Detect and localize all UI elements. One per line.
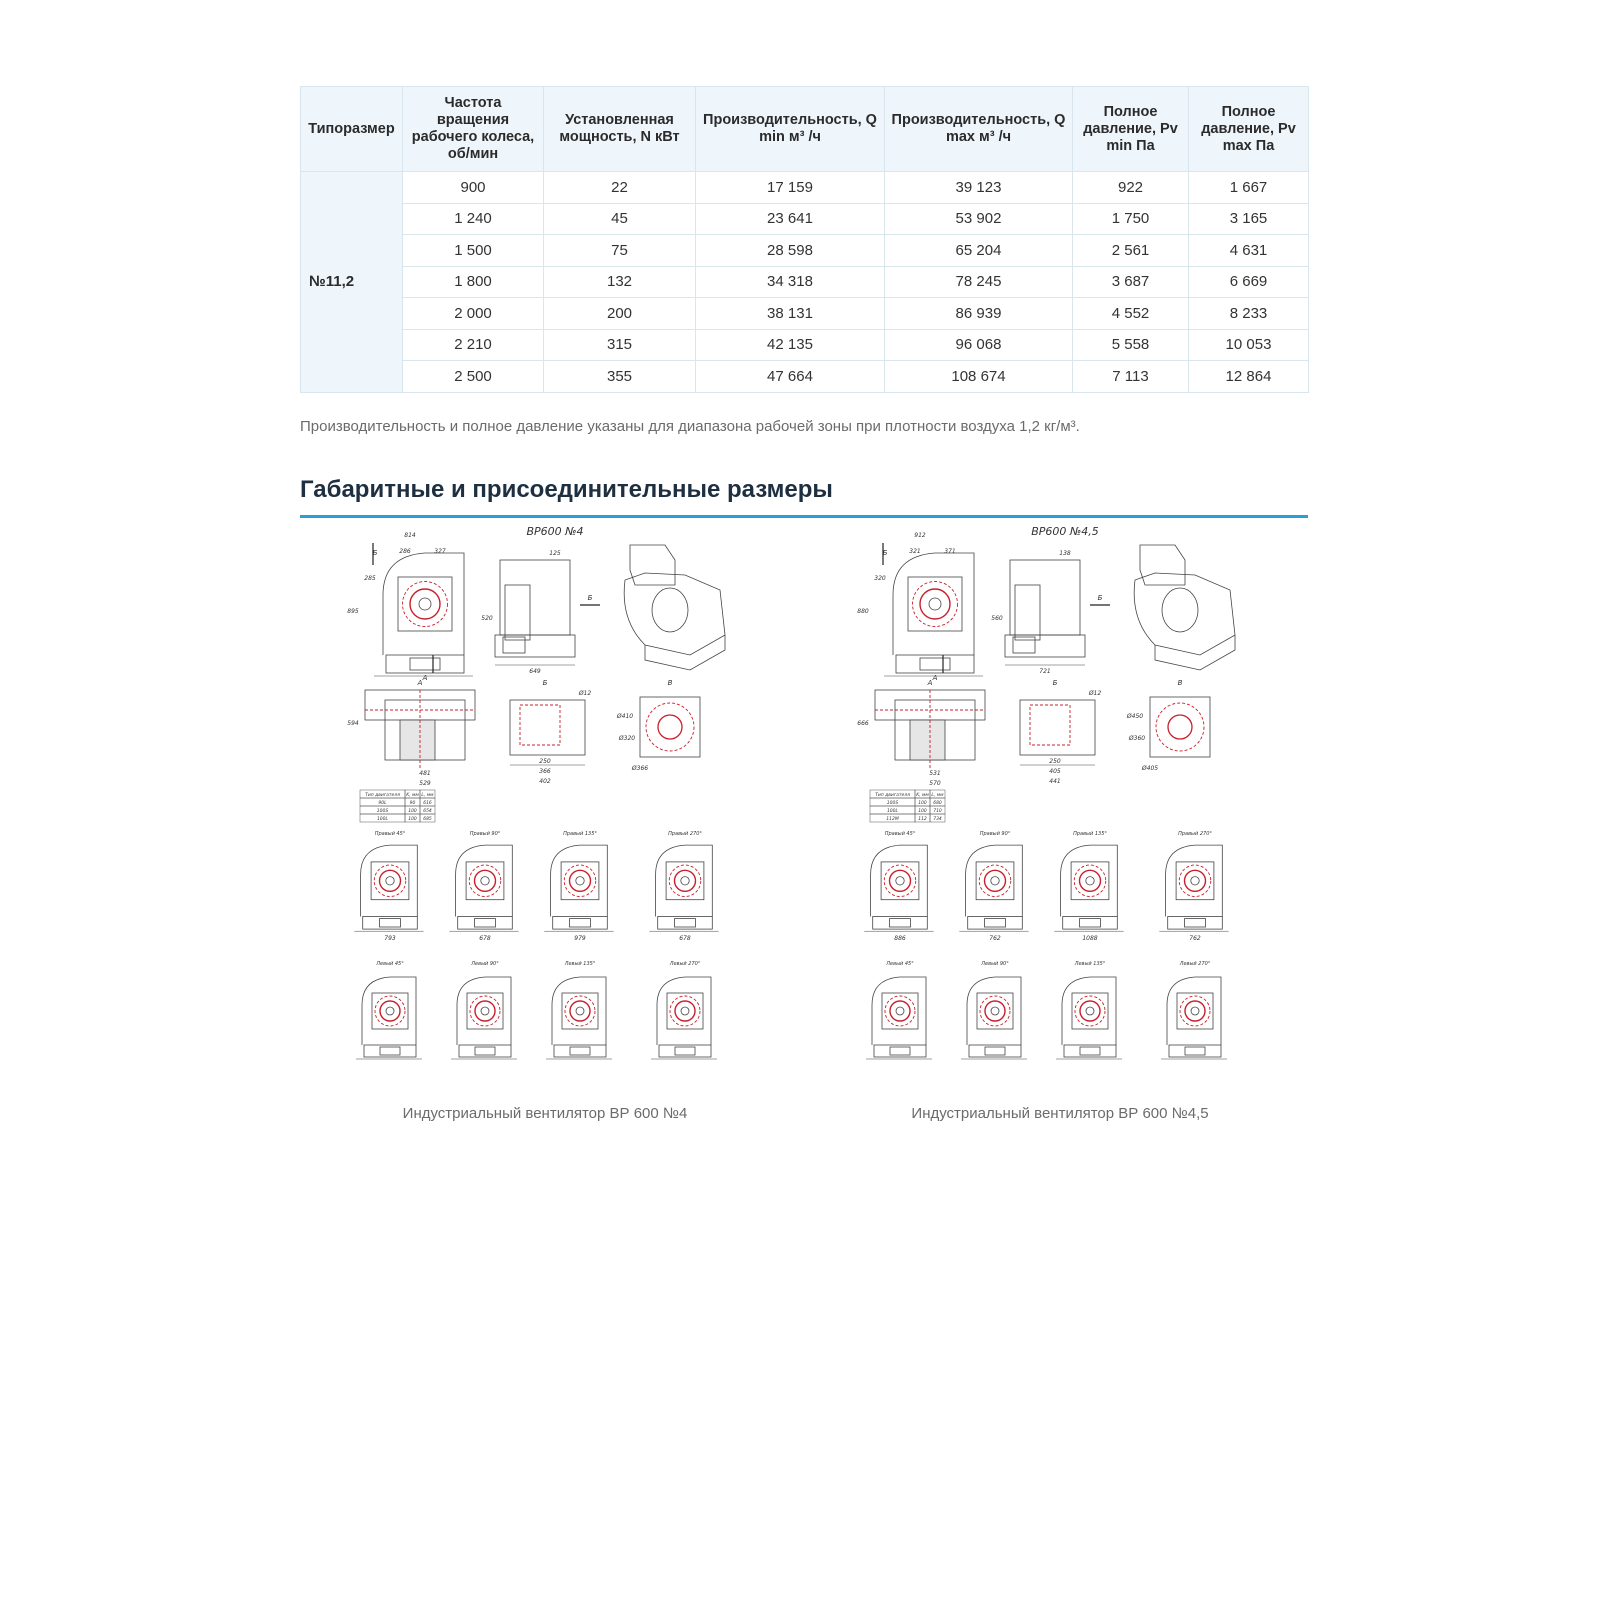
table-cell: 45 <box>544 203 696 235</box>
iso-inlet <box>652 588 688 632</box>
motor-table-text: 100L <box>886 809 899 814</box>
table-cell: 4 631 <box>1189 235 1309 267</box>
shaft-circle <box>1191 877 1199 885</box>
impeller-circle <box>403 582 448 627</box>
table-cell: 108 674 <box>885 361 1073 393</box>
table-cell: 96 068 <box>885 329 1073 361</box>
specs-table <box>300 86 1309 393</box>
dimension-label: 250 <box>539 758 551 765</box>
view-label: Б <box>882 549 888 557</box>
dimension-label: 560 <box>991 615 1003 622</box>
motor-table <box>870 790 945 822</box>
impeller-hub <box>1080 1001 1100 1021</box>
motor-table-text: 685 <box>423 817 432 822</box>
motor-table-text: 100S <box>886 801 899 806</box>
motor-table-text: 100 <box>918 801 927 806</box>
table-cell: 1 800 <box>403 266 544 298</box>
flange-outline <box>882 993 918 1029</box>
drawing-vr600-4-5 <box>855 525 1295 1095</box>
view-label: В <box>1177 679 1183 687</box>
motor-side <box>505 585 530 640</box>
plan-v-flange <box>640 697 700 757</box>
shaft-circle <box>929 598 941 610</box>
table-cell: 2 500 <box>403 361 544 393</box>
flange-outline <box>371 862 409 900</box>
table-cell: 315 <box>544 329 696 361</box>
dimension-label: 286 <box>399 548 411 555</box>
table-cell: 42 135 <box>696 329 885 361</box>
table-cell: 355 <box>544 361 696 393</box>
flange-outline <box>398 577 452 631</box>
table-row <box>301 329 1309 361</box>
shaft-circle <box>1086 1007 1094 1015</box>
motor-table-text: 90 <box>409 801 416 806</box>
impeller-hub <box>570 1001 590 1021</box>
table-cell: 23 641 <box>696 203 885 235</box>
table-cell: 1 240 <box>403 203 544 235</box>
motor-window <box>380 1047 400 1055</box>
view-label: Б <box>1097 594 1103 602</box>
dimension-label: 721 <box>1039 668 1051 675</box>
motor-table-text: K, мм <box>406 793 419 798</box>
variant-label: Правый 90° <box>979 831 1011 837</box>
dimension-label: 125 <box>549 550 561 557</box>
motor-table-text: K, мм <box>916 793 929 798</box>
flange-outline <box>1072 993 1108 1029</box>
view-label: А <box>417 679 423 687</box>
iso-outlet <box>1140 545 1185 585</box>
motor-table-text: 112 <box>918 817 927 822</box>
plan-b-flange <box>1030 705 1070 745</box>
flange-outline <box>667 993 703 1029</box>
view-label: Б <box>1052 679 1058 687</box>
dimension-label: 793 <box>384 935 396 942</box>
base-side <box>1005 635 1085 657</box>
shaft-circle <box>576 877 584 885</box>
impeller-hub <box>475 1001 495 1021</box>
technical-drawing-vr600-4-5 <box>855 525 1295 1095</box>
table-cell: 900 <box>403 172 544 204</box>
impeller-hub <box>890 870 911 891</box>
base-window <box>503 637 525 653</box>
view-label: В <box>667 679 673 687</box>
shaft-circle <box>896 1007 904 1015</box>
dimension-label: 762 <box>989 935 1001 942</box>
variant-label: Левый 135° <box>564 961 596 967</box>
shaft-circle <box>576 1007 584 1015</box>
plan-views <box>857 679 1210 787</box>
table-row <box>301 172 1309 204</box>
dimension-label: 666 <box>857 720 869 727</box>
variant-label: Левый 90° <box>981 961 1009 967</box>
base-side <box>495 635 575 657</box>
variant-label: Левый 135° <box>1074 961 1106 967</box>
table-cell: 10 053 <box>1189 329 1309 361</box>
view-label: Б <box>542 679 548 687</box>
impeller-hub <box>410 589 440 619</box>
plan-v-circle <box>1156 703 1204 751</box>
variant-label: Правый 90° <box>469 831 501 837</box>
motor-table-text: 710 <box>933 809 942 814</box>
table-cell: 2 210 <box>403 329 544 361</box>
motor-table-text: 654 <box>423 809 432 814</box>
plan-b-body <box>510 700 585 755</box>
dimension-label: Ø405 <box>1141 765 1159 772</box>
header-pv-max: Полное давление, Pv max Па <box>1189 87 1309 172</box>
motor-window <box>985 919 1006 927</box>
dimension-label: Ø366 <box>631 765 649 772</box>
dimension-label: 594 <box>347 720 359 727</box>
shaft-circle <box>1086 877 1094 885</box>
motor-window <box>410 658 440 670</box>
table-cell: 8 233 <box>1189 298 1309 330</box>
motor-window <box>570 1047 590 1055</box>
dimension-label: 531 <box>929 770 941 777</box>
motor-table-text: L, мм <box>931 793 944 798</box>
isometric-view <box>624 545 725 670</box>
section-divider <box>300 515 1308 518</box>
side-view <box>991 550 1110 675</box>
table-cell: 1 667 <box>1189 172 1309 204</box>
motor-window <box>890 1047 910 1055</box>
plan-b-flange <box>520 705 560 745</box>
table-cell: 2 000 <box>403 298 544 330</box>
dimension-label: Ø12 <box>1088 690 1102 697</box>
iso-inlet <box>1162 588 1198 632</box>
impeller-hub <box>475 870 496 891</box>
shaft-circle <box>681 877 689 885</box>
motor-window <box>475 919 496 927</box>
dimension-label: Ø450 <box>1126 713 1144 720</box>
impeller-hub <box>675 1001 695 1021</box>
table-cell: 6 669 <box>1189 266 1309 298</box>
dimension-label: 481 <box>419 770 431 777</box>
variant-label: Левый 45° <box>886 961 914 967</box>
dimension-label: 285 <box>364 575 376 582</box>
dimension-label: 321 <box>909 548 921 555</box>
motor-table-text: 100 <box>408 809 417 814</box>
plan-a-motor <box>910 720 945 760</box>
flange-outline <box>977 993 1013 1029</box>
plan-v-flange <box>1150 697 1210 757</box>
table-cell: 3 687 <box>1073 266 1189 298</box>
impeller-hub <box>920 589 950 619</box>
dimension-label: 529 <box>419 780 431 787</box>
view-label: А <box>422 674 428 682</box>
flange-outline <box>976 862 1014 900</box>
variant-label: Правый 270° <box>668 831 702 837</box>
table-row <box>301 235 1309 267</box>
table-cell: 17 159 <box>696 172 885 204</box>
plan-v-hub <box>1168 715 1192 739</box>
view-label: Б <box>587 594 593 602</box>
flange-outline <box>908 577 962 631</box>
view-label: А <box>927 679 933 687</box>
dimension-label: 979 <box>574 935 586 942</box>
base-window <box>1013 637 1035 653</box>
table-cell: 65 204 <box>885 235 1073 267</box>
drawing-title: ВР600 №4,5 <box>1031 525 1099 538</box>
table-cell: 1 750 <box>1073 203 1189 235</box>
front-view <box>857 532 983 682</box>
table-row <box>301 361 1309 393</box>
dimension-label: 880 <box>857 608 869 615</box>
table-cell: 53 902 <box>885 203 1073 235</box>
dimension-label: 405 <box>1049 768 1061 775</box>
right-variants <box>354 831 718 942</box>
impeller-circle <box>913 582 958 627</box>
flange-outline <box>562 993 598 1029</box>
table-cell: 2 561 <box>1073 235 1189 267</box>
table-cell: 7 113 <box>1073 361 1189 393</box>
variant-label: Правый 135° <box>1073 831 1107 837</box>
motor-window <box>1185 1047 1205 1055</box>
motor-side <box>1015 585 1040 640</box>
motor-table-text: 616 <box>423 801 432 806</box>
motor-table-text: 680 <box>933 801 942 806</box>
variant-label: Левый 90° <box>471 961 499 967</box>
impeller-hub <box>985 870 1006 891</box>
dimension-label: Ø360 <box>1128 735 1146 742</box>
impeller-hub <box>1080 870 1101 891</box>
iso-base <box>645 635 725 670</box>
header-pv-min: Полное давление, Pv min Па <box>1073 87 1189 172</box>
dimension-label: 762 <box>1189 935 1201 942</box>
header-q-max: Производительность, Q max м³ /ч <box>885 87 1073 172</box>
shaft-circle <box>386 877 394 885</box>
motor-window <box>985 1047 1005 1055</box>
impeller-hub <box>985 1001 1005 1021</box>
motor-window <box>920 658 950 670</box>
table-cell: 34 318 <box>696 266 885 298</box>
flange-outline <box>881 862 919 900</box>
shaft-circle <box>481 1007 489 1015</box>
table-cell: 132 <box>544 266 696 298</box>
motor-window <box>890 919 911 927</box>
dimension-label: 886 <box>894 935 906 942</box>
flange-outline <box>466 862 504 900</box>
dimension-label: 814 <box>404 532 416 539</box>
plan-v-circle <box>646 703 694 751</box>
motor-window <box>475 1047 495 1055</box>
front-view <box>347 532 473 682</box>
motor-window <box>675 1047 695 1055</box>
dimension-label: 320 <box>874 575 886 582</box>
dimension-label: 366 <box>539 768 551 775</box>
motor-window <box>380 919 401 927</box>
table-cell: 47 664 <box>696 361 885 393</box>
dimension-label: 520 <box>481 615 493 622</box>
dimension-label: 1088 <box>1082 935 1098 942</box>
housing-side <box>1010 560 1080 635</box>
table-row <box>301 203 1309 235</box>
variant-label: Правый 270° <box>1178 831 1212 837</box>
plan-v-hub <box>658 715 682 739</box>
impeller-hub <box>570 870 591 891</box>
motor-table-text: 100S <box>376 809 389 814</box>
impeller-hub <box>890 1001 910 1021</box>
housing-side <box>500 560 570 635</box>
table-cell: 38 131 <box>696 298 885 330</box>
dimension-label: 138 <box>1059 550 1071 557</box>
motor-window <box>1080 1047 1100 1055</box>
motor-table <box>360 790 435 822</box>
dimension-label: 402 <box>539 778 551 785</box>
isometric-view <box>1134 545 1235 670</box>
motor-table-text: 112M <box>886 817 899 822</box>
impeller-hub <box>380 1001 400 1021</box>
drawing-title: ВР600 №4 <box>526 525 584 538</box>
flange-outline <box>561 862 599 900</box>
left-variants <box>356 961 717 1059</box>
caption-vr600-4: Индустриальный вентилятор ВР 600 №4 <box>402 1105 688 1122</box>
dimension-label: 441 <box>1049 778 1061 785</box>
shaft-circle <box>481 877 489 885</box>
impeller-hub <box>1185 1001 1205 1021</box>
table-cell: 75 <box>544 235 696 267</box>
right-variants <box>864 831 1228 942</box>
dimension-label: 570 <box>929 780 941 787</box>
header-rpm: Частота вращения рабочего колеса, об/мин <box>403 87 544 172</box>
dimension-label: Ø12 <box>578 690 592 697</box>
table-cell: 1 500 <box>403 235 544 267</box>
table-cell: 5 558 <box>1073 329 1189 361</box>
table-cell: 200 <box>544 298 696 330</box>
table-row <box>301 266 1309 298</box>
shaft-circle <box>681 1007 689 1015</box>
flange-outline <box>1176 862 1214 900</box>
side-view <box>481 550 600 675</box>
dimension-label: 912 <box>914 532 926 539</box>
plan-b-body <box>1020 700 1095 755</box>
table-cell: 86 939 <box>885 298 1073 330</box>
motor-table-text: 100 <box>918 809 927 814</box>
table-row <box>301 298 1309 330</box>
dimension-label: 895 <box>347 608 359 615</box>
variant-label: Левый 45° <box>376 961 404 967</box>
plan-a-motor <box>400 720 435 760</box>
table-cell: 28 598 <box>696 235 885 267</box>
motor-table-text: 734 <box>933 817 942 822</box>
motor-table-text: L, мм <box>421 793 434 798</box>
motor-table-text: 90L <box>378 801 387 806</box>
shaft-circle <box>386 1007 394 1015</box>
variant-label: Правый 45° <box>374 831 406 837</box>
flange-outline <box>372 993 408 1029</box>
header-q-min: Производительность, Q min м³ /ч <box>696 87 885 172</box>
view-label: А <box>932 674 938 682</box>
motor-window <box>1185 919 1206 927</box>
table-cell: 78 245 <box>885 266 1073 298</box>
motor-table-text: 100L <box>376 817 389 822</box>
table-note: Производительность и полное давление указаны для диапазона рабочей зоны при плотности воздуха 1,2 кг/м³. <box>300 418 1080 435</box>
dimension-label: 678 <box>679 935 691 942</box>
iso-base <box>1155 635 1235 670</box>
header-size: Типоразмер <box>301 87 403 172</box>
section-title: Габаритные и присоединительные размеры <box>300 476 833 503</box>
dimension-label: Ø410 <box>616 713 634 720</box>
motor-table-text: 100 <box>408 817 417 822</box>
motor-table-text: Тип двигателя <box>875 793 910 798</box>
motor-window <box>570 919 591 927</box>
impeller-hub <box>1185 870 1206 891</box>
dimension-label: 649 <box>529 668 541 675</box>
motor-window <box>1080 919 1101 927</box>
table-cell: 922 <box>1073 172 1189 204</box>
impeller-hub <box>380 870 401 891</box>
variant-label: Правый 45° <box>884 831 916 837</box>
shaft-circle <box>991 1007 999 1015</box>
dimension-label: 678 <box>479 935 491 942</box>
shaft-circle <box>1191 1007 1199 1015</box>
dimension-label: 327 <box>434 548 446 555</box>
technical-drawing-vr600-4 <box>345 525 785 1095</box>
table-cell: 12 864 <box>1189 361 1309 393</box>
size-cell: №11,2 <box>301 172 403 393</box>
flange-outline <box>467 993 503 1029</box>
plan-views <box>347 679 700 787</box>
flange-outline <box>666 862 704 900</box>
flange-outline <box>1177 993 1213 1029</box>
flange-outline <box>1071 862 1109 900</box>
impeller-hub <box>675 870 696 891</box>
dimension-label: 250 <box>1049 758 1061 765</box>
motor-table-text: Тип двигателя <box>365 793 400 798</box>
shaft-circle <box>991 877 999 885</box>
table-header-row <box>301 87 1309 172</box>
view-label: Б <box>372 549 378 557</box>
motor-window <box>675 919 696 927</box>
table-cell: 22 <box>544 172 696 204</box>
variant-label: Левый 270° <box>1179 961 1211 967</box>
variant-label: Левый 270° <box>669 961 701 967</box>
left-variants <box>866 961 1227 1059</box>
dimension-label: 371 <box>944 548 956 555</box>
shaft-circle <box>419 598 431 610</box>
caption-vr600-4-5: Индустриальный вентилятор ВР 600 №4,5 <box>911 1105 1209 1122</box>
table-cell: 4 552 <box>1073 298 1189 330</box>
table-cell: 39 123 <box>885 172 1073 204</box>
header-power: Установленная мощность, N кВт <box>544 87 696 172</box>
drawing-vr600-4 <box>345 525 785 1095</box>
iso-outlet <box>630 545 675 585</box>
shaft-circle <box>896 877 904 885</box>
table-cell: 3 165 <box>1189 203 1309 235</box>
variant-label: Правый 135° <box>563 831 597 837</box>
dimension-label: Ø320 <box>618 735 636 742</box>
